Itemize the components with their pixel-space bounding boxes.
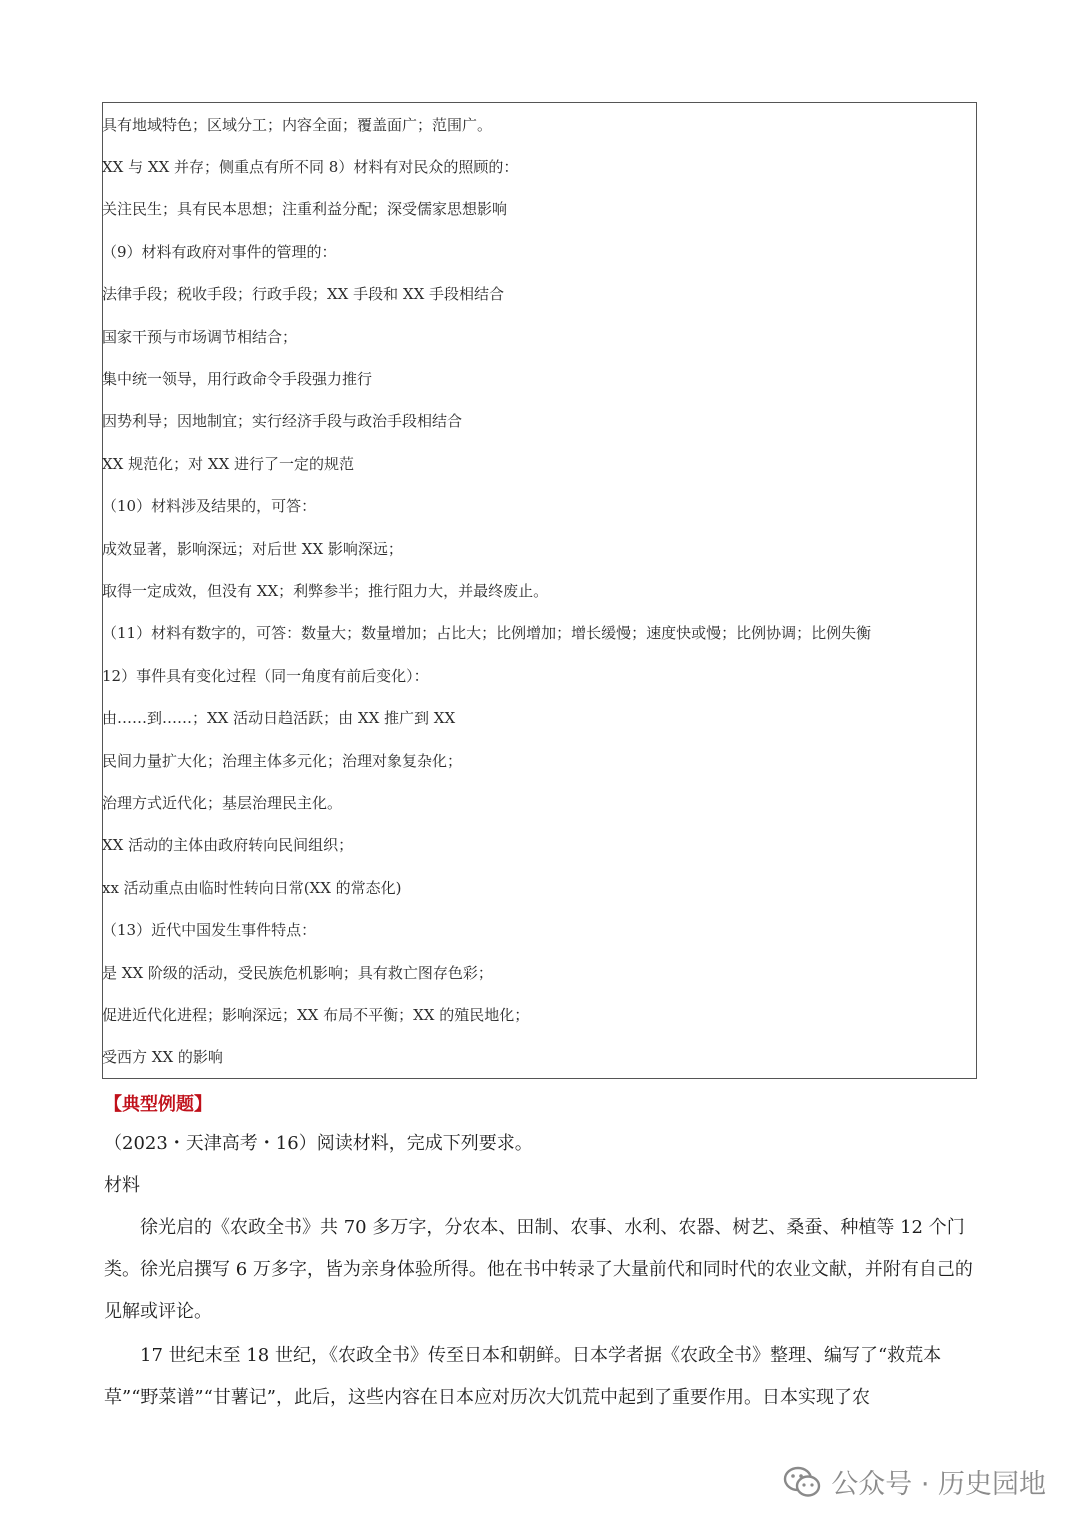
wechat-icon	[783, 1466, 821, 1498]
box-line: 集中统一领导，用行政命令手段强力推行	[102, 370, 373, 388]
box-line: 法律手段；税收手段；行政手段；XX 手段和 XX 手段相结合	[102, 285, 505, 303]
box-line: 具有地域特色；区域分工；内容全面；覆盖面广；范围广。	[102, 116, 493, 134]
box-line: （9）材料有政府对事件的管理的：	[102, 243, 337, 261]
example-heading: 【典型例题】	[104, 1094, 212, 1115]
box-line: （10）材料涉及结果的，可答：	[102, 497, 317, 515]
box-line: 民间力量扩大化；治理主体多元化；治理对象复杂化；	[102, 752, 463, 770]
material-label: 材料	[104, 1175, 140, 1196]
material-paragraph-1: 徐光启的《农政全书》共 70 多万字，分农本、田制、农事、水利、农器、树艺、桑蚕、种植等 12 个门类。徐光启撰写 6 万多字，皆为亲身体验所得。他在书中转录了大量前代和同时代的农业文献，并附有自己的见解或评论。	[104, 1217, 973, 1322]
box-line: （11）材料有数字的，可答：数量大；数量增加；占比大；比例增加；增长缓慢；速度快或慢；比例协调；比例失衡	[102, 624, 872, 642]
question-source: （2023・天津高考・16）阅读材料，完成下列要求。	[104, 1133, 533, 1154]
watermark	[783, 1462, 1046, 1501]
box-line: 成效显著，影响深远；对后世 XX 影响深远；	[102, 540, 403, 558]
box-line: XX 活动的主体由政府转向民间组织；	[102, 836, 354, 854]
box-line: xx 活动重点由临时性转向日常(XX 的常态化)	[102, 879, 402, 897]
box-line: 国家干预与市场调节相结合；	[102, 328, 298, 346]
box-line: XX 与 XX 并存；侧重点有所不同 8）材料有对民众的照顾的：	[102, 158, 519, 176]
box-line: 取得一定成效，但没有 XX；利弊参半；推行阻力大，并最终废止。	[102, 582, 549, 600]
box-line: 是 XX 阶级的活动，受民族危机影响；具有救亡图存色彩；	[102, 964, 493, 982]
box-line: 12）事件具有变化过程（同一角度有前后变化）：	[102, 667, 429, 685]
box-line: XX 规范化；对 XX 进行了一定的规范	[102, 455, 355, 473]
watermark-text: 公众号 · 历史园地	[831, 1469, 1046, 1500]
box-line: （13）近代中国发生事件特点：	[102, 921, 317, 939]
box-line: 治理方式近代化；基层治理民主化。	[102, 794, 343, 812]
box-line: 促进近代化进程；影响深远；XX 布局不平衡；XX 的殖民地化；	[102, 1006, 530, 1024]
box-line: 由……到……；XX 活动日趋活跃；由 XX 推广到 XX	[102, 709, 456, 727]
box-line: 关注民生；具有民本思想；注重利益分配；深受儒家思想影响	[102, 200, 508, 218]
box-line: 因势利导；因地制宜；实行经济手段与政治手段相结合	[102, 412, 463, 430]
material-paragraph-2: 17 世纪末至 18 世纪，《农政全书》传至日本和朝鲜。日本学者据《农政全书》整理、编写了“救荒本草”“野菜谱”“甘薯记”，此后，这些内容在日本应对历次大饥荒中起到了重要作用。日本实现了农	[104, 1345, 942, 1408]
box-line: 受西方 XX 的影响	[102, 1048, 223, 1066]
